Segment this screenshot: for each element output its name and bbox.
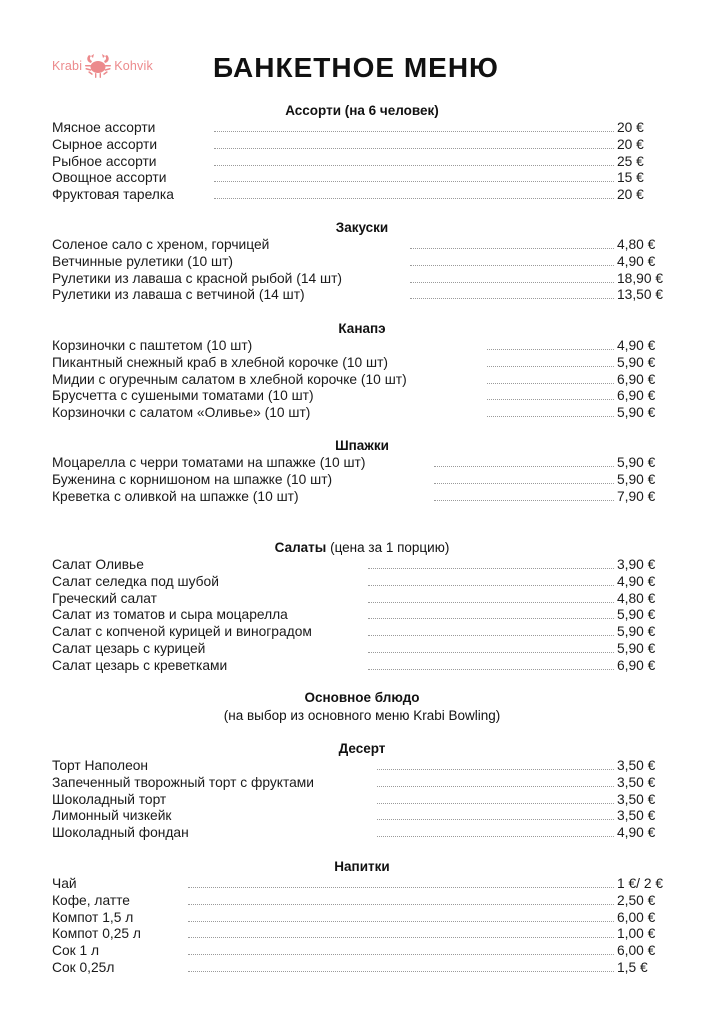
item-name: Кофе, латте xyxy=(52,892,130,908)
dot-leader xyxy=(487,383,614,384)
menu-item xyxy=(52,237,672,254)
item-name: Рулетики из лаваша с красной рыбой (14 шт) xyxy=(52,270,342,286)
item-price: 5,90 € xyxy=(617,354,656,370)
item-name: Чай xyxy=(52,876,77,891)
item-name: Компот 1,5 л xyxy=(52,909,134,925)
menu-item xyxy=(52,808,672,825)
menu-item xyxy=(52,825,672,842)
item-price: 25 € xyxy=(617,153,644,169)
item-price: 3,50 € xyxy=(617,808,656,824)
dot-leader xyxy=(434,466,614,467)
item-price: 3,90 € xyxy=(617,557,656,572)
item-name: Салат селедка под шубой xyxy=(52,573,219,589)
item-price: 5,90 € xyxy=(617,455,656,470)
item-price: 4,80 € xyxy=(617,237,656,252)
dot-leader xyxy=(487,349,614,350)
menu-item xyxy=(52,388,672,405)
section-zakuski xyxy=(52,219,672,304)
menu-item xyxy=(52,557,672,574)
item-name: Салат цезарь с курицей xyxy=(52,640,206,656)
menu-item xyxy=(52,405,672,422)
item-price: 13,50 € xyxy=(617,287,664,303)
dot-leader xyxy=(214,131,614,132)
item-price: 6,00 € xyxy=(617,909,656,925)
item-name: Торт Наполеон xyxy=(52,758,149,773)
item-name: Корзиночки с паштетом (10 шт) xyxy=(52,338,253,353)
dot-leader xyxy=(377,836,614,837)
item-name: Салат цезарь с креветками xyxy=(52,657,228,673)
section-main-course xyxy=(52,689,672,724)
dot-leader xyxy=(410,265,614,266)
dot-leader xyxy=(188,904,614,905)
item-name: Компот 0,25 л xyxy=(52,926,141,942)
item-price: 7,90 € xyxy=(617,488,656,504)
item-price: 3,50 € xyxy=(617,791,656,807)
page-title: БАНКЕТНОЕ МЕНЮ xyxy=(213,52,499,83)
item-name: Моцарелла с черри томатами на шпажке (10 шт) xyxy=(52,455,366,470)
dot-leader xyxy=(214,181,614,182)
item-price: 5,90 € xyxy=(617,624,656,640)
menu-item xyxy=(52,658,672,675)
item-price: 2,50 € xyxy=(617,892,656,908)
item-name: Запеченный творожный торт с фруктами xyxy=(52,774,314,790)
item-name: Салат с копченой курицей и виноградом xyxy=(52,624,312,640)
dot-leader xyxy=(487,366,614,367)
dot-leader xyxy=(368,618,614,619)
dot-leader xyxy=(368,602,614,603)
menu-item xyxy=(52,960,672,977)
item-name: Мидии с огуречным салатом в хлебной корочке (10 шт) xyxy=(52,371,407,387)
item-price: 4,90 € xyxy=(617,825,656,841)
item-price: 6,00 € xyxy=(617,943,656,959)
item-name: Салат из томатов и сыра моцарелла xyxy=(52,607,288,623)
menu-item xyxy=(52,187,672,204)
dot-leader xyxy=(368,635,614,636)
item-price: 1,00 € xyxy=(617,926,656,942)
dot-leader xyxy=(188,954,614,955)
menu-item xyxy=(52,758,672,775)
item-name: Фруктовая тарелка xyxy=(52,187,174,203)
item-price: 15 € xyxy=(617,170,644,186)
item-name: Рулетики из лаваша с ветчиной (14 шт) xyxy=(52,287,305,303)
section-subtitle: (на выбор из основного меню Krabi Bowling) xyxy=(223,708,501,723)
menu-item xyxy=(52,876,672,893)
menu-item xyxy=(52,792,672,809)
menu-item xyxy=(52,607,672,624)
menu-item xyxy=(52,271,672,288)
item-name: Корзиночки с салатом «Оливье» (10 шт) xyxy=(52,405,311,421)
section-assorti xyxy=(52,102,672,204)
dot-leader xyxy=(487,399,614,400)
menu-item xyxy=(52,893,672,910)
section-shpazhki xyxy=(52,437,672,505)
brand-logo xyxy=(52,52,153,80)
item-name: Греческий салат xyxy=(52,590,157,606)
dot-leader xyxy=(410,248,614,249)
item-name: Овощное ассорти xyxy=(52,170,167,186)
item-name: Буженина с корнишоном на шпажке (10 шт) xyxy=(52,471,333,487)
menu-item xyxy=(52,455,672,472)
menu-item xyxy=(52,338,672,355)
dot-leader xyxy=(487,416,614,417)
menu-item xyxy=(52,170,672,187)
section-salaty xyxy=(52,539,672,675)
item-name: Соленое сало с хреном, горчицей xyxy=(52,237,270,252)
item-name: Шоколадный фондан xyxy=(52,825,189,841)
item-name: Креветка с оливкой на шпажке (10 шт) xyxy=(52,488,299,504)
dot-leader xyxy=(377,819,614,820)
dot-leader xyxy=(410,282,614,283)
menu-item xyxy=(52,154,672,171)
section-title: Ассорти (на 6 человек) xyxy=(285,103,439,118)
dot-leader xyxy=(434,500,614,501)
section-title xyxy=(52,539,672,557)
item-name: Сырное ассорти xyxy=(52,136,158,152)
section-title: Десерт xyxy=(338,741,386,756)
item-name: Брусчетта с сушеными томатами (10 шт) xyxy=(52,388,314,404)
dot-leader xyxy=(214,198,614,199)
item-price: 6,90 € xyxy=(617,371,656,387)
section-title: Шпажки xyxy=(335,438,389,453)
item-price: 4,90 € xyxy=(617,253,656,269)
menu-item xyxy=(52,472,672,489)
dot-leader xyxy=(434,483,614,484)
item-name: Шоколадный торт xyxy=(52,791,167,807)
dot-leader xyxy=(188,937,614,938)
dot-leader xyxy=(368,568,614,569)
section-drinks xyxy=(52,858,672,977)
dot-leader xyxy=(368,652,614,653)
item-price: 5,90 € xyxy=(617,471,656,487)
dot-leader xyxy=(377,803,614,804)
menu-item xyxy=(52,943,672,960)
menu-item xyxy=(52,120,672,137)
item-name: Лимонный чизкейк xyxy=(52,808,172,824)
item-price: 5,90 € xyxy=(617,405,656,421)
dot-leader xyxy=(368,585,614,586)
item-price: 20 € xyxy=(617,120,644,135)
menu-item xyxy=(52,624,672,641)
item-price: 4,80 € xyxy=(617,590,656,606)
item-price: 3,50 € xyxy=(617,774,656,790)
dot-leader xyxy=(377,786,614,787)
item-price: 4,90 € xyxy=(617,338,656,353)
section-kanape xyxy=(52,320,672,422)
item-price: 5,90 € xyxy=(617,640,656,656)
menu-item xyxy=(52,775,672,792)
menu-item xyxy=(52,489,672,506)
item-price: 6,90 € xyxy=(617,657,656,673)
dot-leader xyxy=(214,148,614,149)
item-name: Пикантный снежный краб в хлебной корочке (10 шт) xyxy=(52,354,389,370)
item-price: 4,90 € xyxy=(617,573,656,589)
crab-icon xyxy=(83,52,113,80)
item-price: 1,5 € xyxy=(617,959,648,975)
section-title: Напитки xyxy=(334,859,390,874)
menu-item xyxy=(52,254,672,271)
item-name: Салат Оливье xyxy=(52,557,144,572)
menu-item xyxy=(52,372,672,389)
item-price: 5,90 € xyxy=(617,607,656,623)
item-name: Мясное ассорти xyxy=(52,120,156,135)
section-title-main: Салаты xyxy=(274,540,327,555)
item-name: Сок 1 л xyxy=(52,943,100,959)
item-name: Рыбное ассорти xyxy=(52,153,157,169)
section-dessert xyxy=(52,740,672,842)
brand-right-word: Kohvik xyxy=(114,59,153,73)
section-title: Канапэ xyxy=(338,321,386,336)
menu-item xyxy=(52,641,672,658)
section-title: Закуски xyxy=(335,220,389,235)
item-price: 1 €/ 2 € xyxy=(617,876,664,891)
brand-left-word: Krabi xyxy=(52,59,83,73)
dot-leader xyxy=(188,887,614,888)
menu-item xyxy=(52,137,672,154)
menu-item xyxy=(52,355,672,372)
item-name: Ветчинные рулетики (10 шт) xyxy=(52,253,234,269)
dot-leader xyxy=(188,921,614,922)
menu-item xyxy=(52,910,672,927)
item-name: Сок 0,25л xyxy=(52,959,115,975)
menu-item xyxy=(52,287,672,304)
dot-leader xyxy=(188,971,614,972)
item-price: 20 € xyxy=(617,187,644,203)
item-price: 3,50 € xyxy=(617,758,656,773)
item-price: 6,90 € xyxy=(617,388,656,404)
menu-item xyxy=(52,574,672,591)
menu-item xyxy=(52,591,672,608)
item-price: 20 € xyxy=(617,136,644,152)
dot-leader xyxy=(410,298,614,299)
dot-leader xyxy=(368,669,614,670)
menu-item xyxy=(52,926,672,943)
dot-leader xyxy=(214,165,614,166)
section-title-note: (цена за 1 порцию) xyxy=(330,540,450,555)
dot-leader xyxy=(377,769,614,770)
item-price: 18,90 € xyxy=(617,270,664,286)
section-title: Основное блюдо xyxy=(304,690,420,705)
